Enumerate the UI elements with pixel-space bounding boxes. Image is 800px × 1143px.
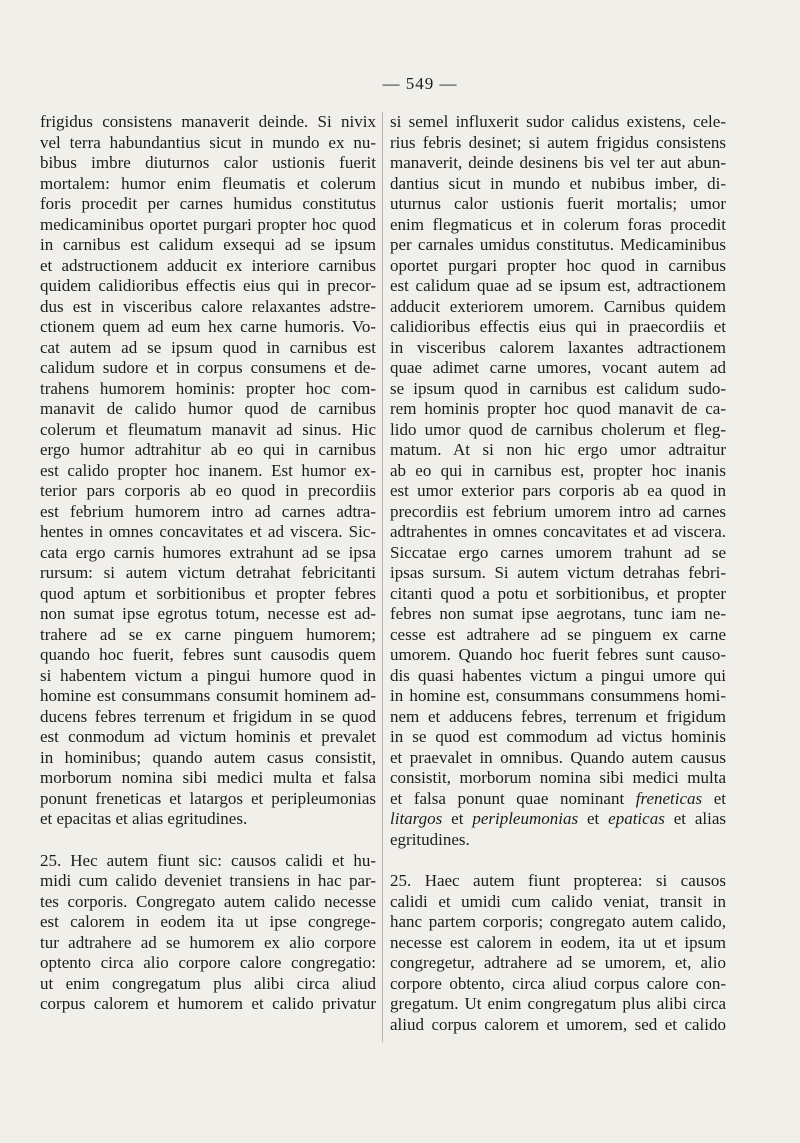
column-divider [382,112,383,1042]
left-paragraph-2 [40,851,376,1015]
text-line: in se quod est commodum ad victus hominis [390,727,726,746]
text-line: precordiis est febrium umorem intro ad carnes [390,501,726,521]
text-line: ut enim congregatum plus alibi circa aliud [40,973,376,993]
text-line: vel terra habundantius sicut in mundo ex nu- [40,132,376,152]
text-line: dis quasi habentes victum a pingui umore qui [390,665,726,685]
text-line: dantius sicut in mundo et nubibus imber, di- [390,173,726,193]
text-line: matum. At si non hic ergo umor adtraitur [390,440,726,459]
text-line: in carnibus est calidum exsequi ad se ipsum [40,235,376,254]
text-line: cat autem ad se ipsum quod in carnibus est [40,337,376,357]
text-line: cesse est adtrahere ad se pinguem ex carne [390,624,726,644]
text-fragment: et [578,809,609,828]
text-line: si semel influxerit sudor calidus existens, cele- [390,112,726,131]
text-line: tur adtrahere ad se humorem ex alio corpore [40,932,376,952]
text-line: citanti quod a potu et sorbitionibus, et propter [390,583,726,603]
text-line: 25. Hec autem fiunt sic: causos calidi et hu- [40,850,376,870]
text-line: corpus calorem et humorem et calido privatur [40,994,376,1013]
text-line: rem hominis propter hoc quod manavit de ca- [390,399,726,418]
text-line: trahens humorem hominis: propter hoc com- [40,378,376,398]
text-line: hentes in omnes concavitates et ad viscera. Sic- [40,522,376,541]
text-line: manavit de calido humor quod de carnibus [40,399,376,418]
text-line: ipsas sursum. Si autem victum detrahas febri- [390,563,726,582]
text-line: tes corporis. Congregato autem calido necesse [40,891,376,911]
text-line: ergo humor adtrahitur ab eo qui in carnibus [40,440,376,459]
text-line: congregetur, adtrahere ad se umorem, et, alio [390,953,726,972]
text-line: necesse est calorem in eodem, ita ut et ipsum [390,932,726,952]
text-line: non sumat ipse egrotus totum, necesse est ad- [40,604,376,623]
text-line: calidum sudore et in corpus consumens et de- [40,358,376,377]
text-line: in homine est, consummans consummens homi- [390,686,726,705]
text-line: uturnus calor ustionis fuerit mortalis; umor [390,194,726,213]
text-fragment: et falsa ponunt quae nominant [390,788,636,808]
text-line: calidioribus effectis eius qui in praecordiis et [390,317,726,336]
text-line: medicaminibus oportet purgari propter hoc quod [40,214,376,234]
text-line: est calido propter hoc inanem. Est humor ex- [40,460,376,480]
left-column [40,112,376,1015]
text-line: est umor exterior pars corporis ab ea quod in [390,481,726,500]
paragraph-gap [390,850,726,871]
italic-term: litargos [390,809,443,828]
text-line: est calidum quae ad se ipsum est, adtractionem [390,276,726,295]
text-line: quidem calidioribus effectis eius qui in precor- [40,276,376,295]
text-line: terior pars corporis ab eo quod in precordiis [40,481,376,500]
right-paragraph-2 [390,871,726,1035]
text-line: est febrium humorem intro ad carnes adtra- [40,501,376,521]
text-line: foris procedit per carnes humidus constitutus [40,194,376,213]
text-line: est calorem in eodem ita ut ipse congrege- [40,912,376,931]
text-line: febres non sumat ipse aegrotans, tunc iam ne- [390,604,726,623]
text-line: adducit exteriorem umorem. Carnibus quidem [390,296,726,316]
text-line: et adstructionem adducit ex interiore carnibus [40,255,376,275]
text-line: midi cum calido deveniet transiens in hac par- [40,871,376,890]
text-line: et epacitas et alias egritudines. [40,809,248,828]
text-line: si habentem victum a pingui humore quod in [40,665,376,685]
text-line: ctionem quem ad eum hex carne humoris. Vo- [40,317,376,336]
text-line: gregatum. Ut enim congregatum plus alibi circa [390,994,726,1013]
text-line: umorem. Quando hoc fuerit febres sunt causo- [390,645,726,664]
text-line: colerum et fleumatum manavit ad sinus. Hic [40,419,376,439]
text-line: consistit, morborum nomina sibi medici multa [390,768,726,787]
text-line: calidi et umidi cum calido veniat, transit in [390,891,726,911]
text-line: egritudines. [390,829,470,849]
text-line: dus est in visceribus calore relaxantes adstre- [40,296,376,316]
text-line: ducens febres terrenum et frigidum in se quod [40,706,376,726]
text-fragment: et alias [664,809,726,828]
text-line: 25. Haec autem fiunt propterea: si causos [390,871,726,890]
text-line: per carnales umidus constitutus. Medicaminibus [390,235,726,254]
left-paragraph-1 [40,112,376,830]
italic-term: peripleumonias [472,809,579,828]
text-line: ponunt freneticas et latargos et peripleumonias [40,788,376,808]
text-line: oportet purgari propter hoc quod in carnibus [390,255,726,275]
text-line: hanc partem corporis; congregato autem calido, [390,912,726,931]
text-line: est conmodum ad victum hominis et prevalet [40,727,376,746]
text-line: manaverit, deinde desinens bis vel ter aut abun- [390,153,726,172]
text-line: mortalem: humor enim fleumatis et colerum [40,173,376,193]
right-paragraph-1 [390,112,726,789]
text-line: adtrahentes in omnes concavitates et ad viscera. [390,522,726,541]
text-line: et praevalet in omnibus. Quando autem causus [390,747,726,767]
text-line: trahere ad se ex carne pinguem humorem; [40,624,376,644]
text-line: lido umor quod de carnibus cholerum et fleg- [390,419,726,439]
text-line: in hominibus; quando autem casus consistit, [40,747,376,767]
page-number: — 549 — [382,74,458,93]
text-line: nem et adducens febres, terrenum et frigidum [390,706,726,726]
paragraph-gap [40,830,376,851]
text-line: bibus imbre diuturnos calor ustionis fuerit [40,153,376,172]
right-column [390,112,726,1035]
text-line: quae adimet carne umores, vocant autem ad [390,358,726,377]
text-line: rursum: si autem victum detrahat febricitanti [40,563,376,582]
text-line [390,809,726,830]
text-line: corpore obtento, circa aliud corpus calore con- [390,973,726,993]
text-fragment: et [702,788,726,808]
text-line: frigidus consistens manaverit deinde. Si nivix [40,112,376,131]
text-line: in visceribus calorem laxantes adtractionem [390,337,726,357]
text-line: Siccatae ergo carnes umorem trahunt ad se [390,542,726,562]
text-line: homine est consummans consumit hominem ad- [40,686,376,705]
text-line [390,789,726,810]
text-fragment: et [442,809,473,828]
italic-term: epaticas [608,809,665,828]
italic-term: freneticas [635,788,703,808]
text-line: cata ergo carnis humores extrahunt ad se ipsa [40,542,376,562]
text-line: quod aptum et sorbitionibus et propter febres [40,583,376,603]
text-line: enim flegmaticus et in colerum foras procedit [390,214,726,234]
text-line: quando hoc fuerit, febres sunt causodis quem [40,645,376,664]
text-line: rius febris desinet; si autem frigidus consistens [390,132,726,152]
text-line: ab eo qui in carnibus est, propter hoc inanis [390,460,726,480]
text-line: aliud corpus calorem et umorem, sed et calido [390,1014,726,1034]
text-line: optento circa alio corpore calore congregatio: [40,953,376,972]
text-line: se ipsum quod in carnibus est calidum sudo- [390,378,726,398]
text-line: morborum nomina sibi medici multa et falsa [40,768,376,787]
